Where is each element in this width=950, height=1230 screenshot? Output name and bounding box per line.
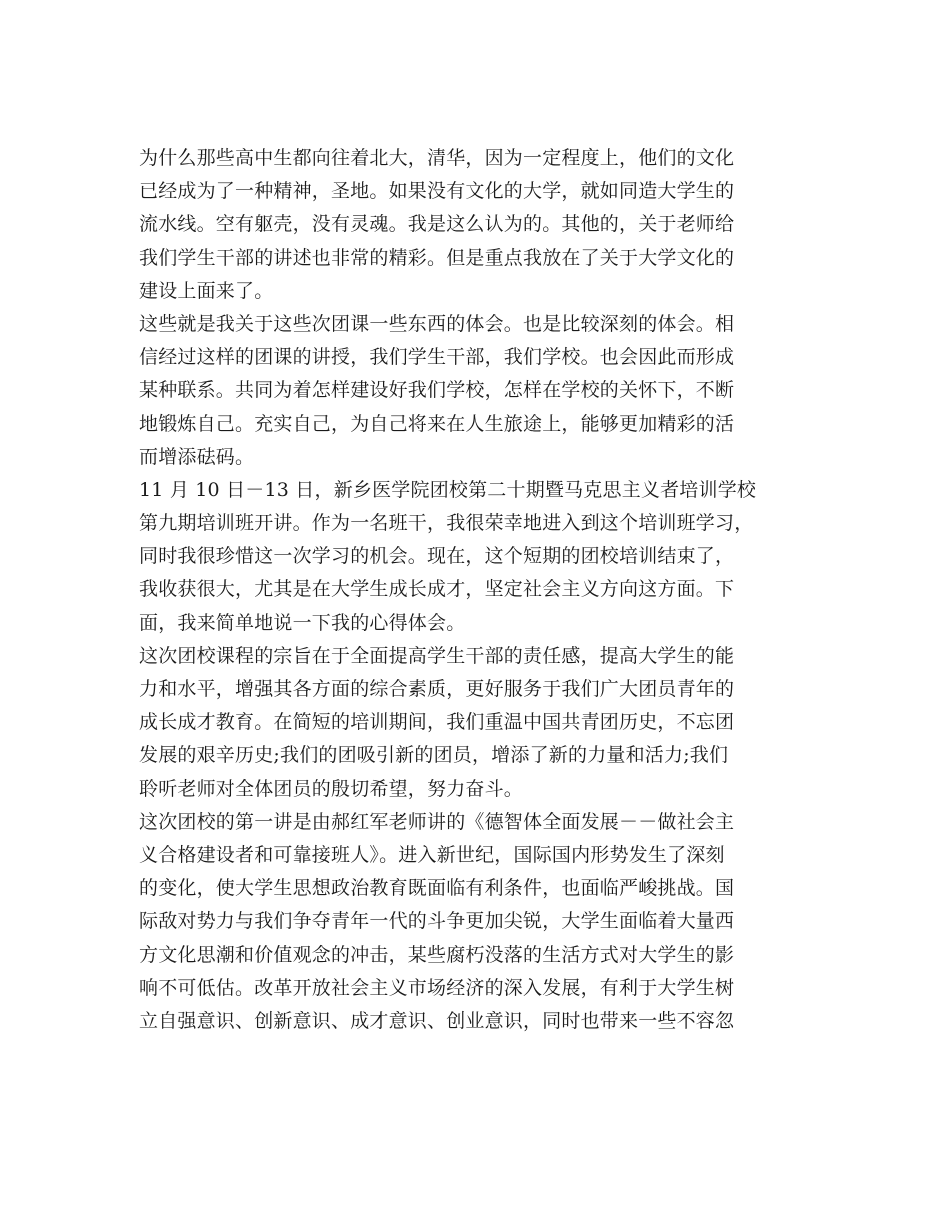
text-line: 这些就是我关于这些次团课一些东西的体会。也是比较深刻的体会。相 [139, 312, 735, 335]
text-line: 力和水平，增强其各方面的综合素质，更好服务于我们广大团员青年的 [139, 678, 735, 700]
text-line: 响不可低估。改革开放社会主义市场经济的深入发展，有利于大学生树 [139, 976, 735, 999]
paragraph-2 [139, 308, 811, 474]
document-body [139, 142, 811, 1038]
text-line: 我们学生干部的讲述也非常的精彩。但是重点我放在了关于大学文化的 [139, 246, 735, 269]
text-line: 第九期培训班开讲。作为一名班干，我很荣幸地进入到这个培训班学习， [139, 512, 754, 535]
text-line: 我收获很大，尤其是在大学生成长成才，坚定社会主义方向这方面。下 [139, 578, 735, 601]
text-line: 11 月 10 日－13 日，新乡医学院团校第二十期暨马克思主义者培训学校 [139, 478, 757, 501]
text-line: 聆听老师对全体团员的殷切希望，努力奋斗。 [139, 777, 524, 800]
text-line: 已经成为了一种精神，圣地。如果没有文化的大学，就如同造大学生的 [139, 180, 735, 203]
text-line: 面，我来简单地说一下我的心得体会。 [139, 611, 466, 634]
text-line: 成长成才教育。在简短的培训期间，我们重温中国共青团历史，不忘团 [139, 711, 735, 734]
text-line: 方文化思潮和价值观念的冲击，某些腐朽没落的生活方式对大学生的影 [139, 943, 735, 966]
text-line: 为什么那些高中生都向往着北大，清华，因为一定程度上，他们的文化 [139, 147, 735, 169]
text-line: 建设上面来了。 [139, 279, 274, 302]
text-line: 信经过这样的团课的讲授，我们学生干部，我们学校。也会因此而形成 [139, 346, 735, 369]
paragraph-5 [139, 806, 811, 1038]
text-line: 而增添砝码。 [139, 445, 255, 468]
text-line: 流水线。空有躯壳，没有灵魂。我是这么认为的。其他的，关于老师给 [139, 213, 735, 236]
text-line: 这次团校的第一讲是由郝红军老师讲的《德智体全面发展－－做社会主 [139, 810, 735, 833]
paragraph-4 [139, 640, 811, 806]
text-line: 际敌对势力与我们争夺青年一代的斗争更加尖锐，大学生面临着大量西 [139, 910, 735, 933]
text-line: 同时我很珍惜这一次学习的机会。现在，这个短期的团校培训结束了， [139, 545, 735, 568]
paragraph-1 [139, 142, 811, 308]
paragraph-3 [139, 474, 811, 640]
text-line: 发展的艰辛历史;我们的团吸引新的团员，增添了新的力量和活力;我们 [139, 744, 729, 767]
text-line: 某种联系。共同为着怎样建设好我们学校，怎样在学校的关怀下，不断 [139, 379, 735, 402]
text-line: 义合格建设者和可靠接班人》。进入新世纪，国际国内形势发生了深刻 [139, 843, 725, 866]
text-line: 的变化，使大学生思想政治教育既面临有利条件，也面临严峻挑战。国 [139, 877, 735, 900]
text-line: 这次团校课程的宗旨在于全面提高学生干部的责任感，提高大学生的能 [139, 644, 735, 667]
text-line: 立自强意识、创新意识、成才意识、创业意识，同时也带来一些不容忽 [139, 1009, 735, 1032]
text-line: 地锻炼自己。充实自己，为自己将来在人生旅途上，能够更加精彩的活 [139, 412, 735, 435]
